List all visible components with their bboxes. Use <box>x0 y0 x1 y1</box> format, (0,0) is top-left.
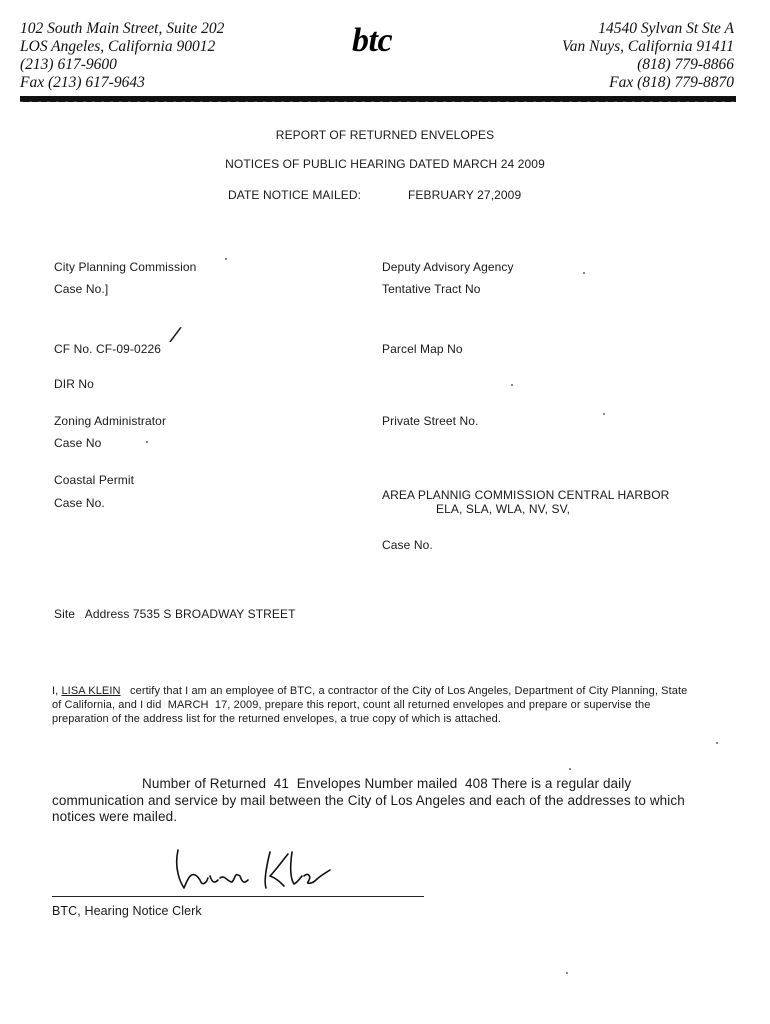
field-area-planning-regions: ELA, SLA, WLA, NV, SV, <box>436 502 571 516</box>
left-address-block <box>20 20 224 92</box>
report-title: REPORT OF RETURNED ENVELOPES <box>275 128 495 142</box>
mailed-label: DATE NOTICE MAILED: <box>228 188 362 202</box>
scan-speck <box>225 258 227 260</box>
site-address: Site Address 7535 S BROADWAY STREET <box>54 607 296 621</box>
scan-speck <box>146 441 148 443</box>
field-case-no: Case No. <box>54 496 105 510</box>
notices-line: NOTICES OF PUBLIC HEARING DATED MARCH 24 2009 <box>225 157 545 171</box>
letterhead-rule-texture <box>20 101 736 102</box>
field-cf-no: CF No. CF-09-0226 <box>54 342 162 356</box>
scan-speck <box>583 272 585 274</box>
signature-line <box>52 896 424 897</box>
right-address-line: Fax (818) 779-8870 <box>609 74 734 91</box>
field-coastal-permit: Coastal Permit <box>54 473 135 487</box>
counts-paragraph <box>52 776 702 826</box>
check-mark-icon: / <box>169 321 181 347</box>
field-case-no: Case No.] <box>54 282 109 296</box>
right-address-line: Van Nuys, California 91411 <box>562 38 734 55</box>
field-private-street: Private Street No. <box>382 414 479 428</box>
field-case-no: Case No <box>54 436 102 450</box>
scan-speck <box>566 972 568 974</box>
field-city-planning-commission: City Planning Commission <box>54 260 197 274</box>
counts-text: Number of Returned 41 Envelopes Number mailed 408 There is a regular daily communication and service by mail between the City of Los Angeles and each of the addresses to which notices were mailed. <box>52 776 689 824</box>
field-case-no: Case No. <box>382 538 433 552</box>
scan-speck <box>716 742 718 744</box>
btc-logo: btc <box>352 22 393 59</box>
mailed-value: FEBRUARY 27,2009 <box>408 188 522 202</box>
field-area-planning-commission: AREA PLANNIG COMMISSION CENTRAL HARBOR <box>382 488 670 502</box>
field-zoning-administrator: Zoning Administrator <box>54 414 167 428</box>
field-dir-no: DIR No <box>54 377 94 391</box>
scan-speck <box>511 384 513 386</box>
certifier-name: LISA KLEIN <box>61 685 121 697</box>
field-deputy-advisory-agency: Deputy Advisory Agency <box>382 260 514 274</box>
left-address-line: Fax (213) 617-9643 <box>20 74 145 91</box>
field-tentative-tract: Tentative Tract No <box>382 282 481 296</box>
certification-paragraph <box>52 684 692 727</box>
right-address-line: 14540 Sylvan St Ste A <box>598 20 734 37</box>
scan-speck <box>603 413 605 415</box>
left-address-line: LOS Angeles, California 90012 <box>20 38 216 55</box>
left-address-line: 102 South Main Street, Suite 202 <box>20 20 225 37</box>
mailed-row <box>228 188 521 202</box>
right-address-block <box>562 20 734 92</box>
clerk-title: BTC, Hearing Notice Clerk <box>52 904 202 918</box>
field-parcel-map: Parcel Map No <box>382 342 463 356</box>
scan-speck <box>569 768 571 770</box>
right-address-line: (818) 779-8866 <box>637 56 734 73</box>
cert-body: certify that I am an employee of BTC, a contractor of the City of Los Angeles, Department of City Planning, State of California, and I did MARCH 17, 2009, prepare this report, count all returned envelopes and prepare or supervise the preparation of the address list for the returned envelopes, a true copy of which is attached. <box>52 685 691 726</box>
cert-prefix: I, <box>52 685 62 697</box>
left-address-line: (213) 617-9600 <box>20 56 117 73</box>
handwritten-signature <box>170 838 350 898</box>
